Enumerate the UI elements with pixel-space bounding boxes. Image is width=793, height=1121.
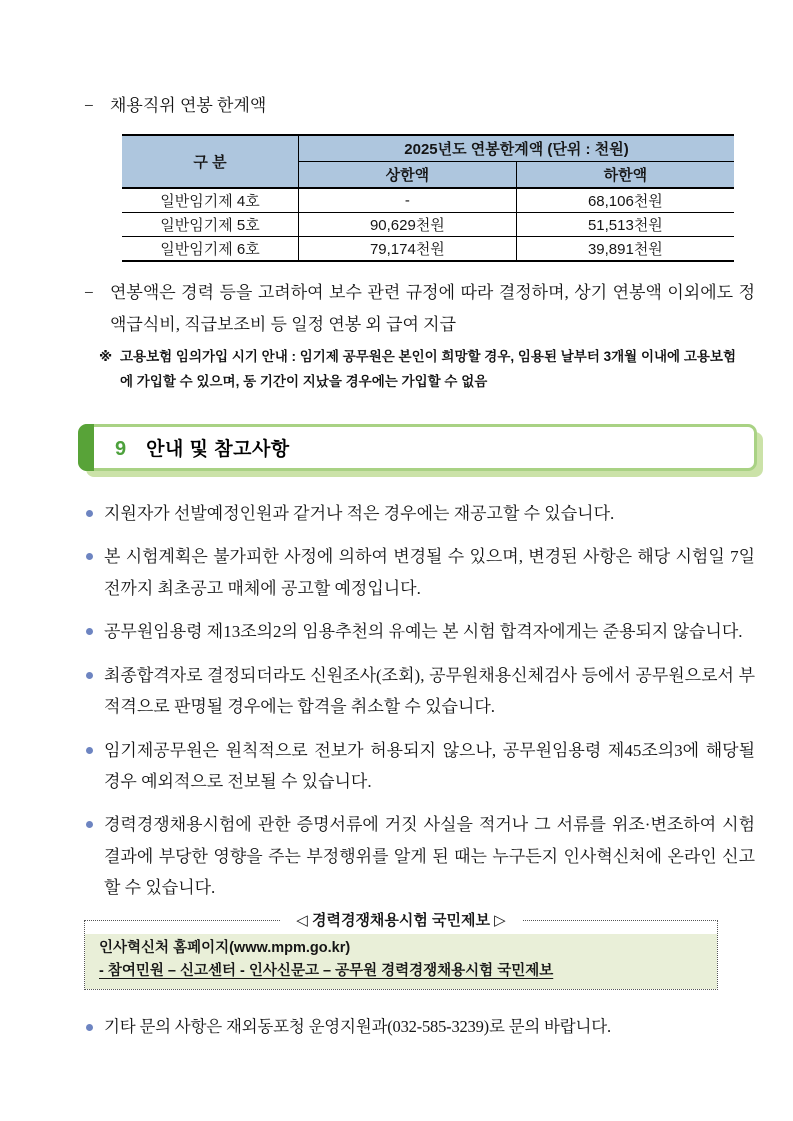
- report-box-content: [85, 934, 717, 989]
- reference-mark-icon: ※: [99, 349, 113, 365]
- bullet-text: 경력경쟁채용시험에 관한 증명서류에 거짓 사실을 적거나 그 서류를 위조·변조하여 시험결과에 부당한 영향을 주는 부정행위를 알게 된 때는 누구든지 인사혁신처에 온라인 신고할 수 있습니다.: [104, 815, 755, 898]
- list-item: [84, 616, 755, 647]
- contact-text: 기타 문의 사항은 재외동포청 운영지원과(032-585-3239)로 문의 바랍니다.: [104, 1016, 611, 1036]
- public-report-box: [84, 911, 718, 990]
- table-row: [122, 188, 734, 213]
- section-title: 안내 및 참고사항: [146, 438, 290, 460]
- insurance-note: [99, 345, 747, 394]
- insurance-note-text: 고용보험 임의가입 시기 안내 : 임기제 공무원은 본인이 희망할 경우, 임용된 날부터 3개월 이내에 고용보험에 가입할 수 있으며, 동 기간이 지났을 경우에는 가입할 수 없음: [120, 349, 736, 389]
- column-header-upper: 상한액: [299, 162, 517, 189]
- pay-note-text: 연봉액은 경력 등을 고려하여 보수 관련 규정에 따라 결정하며, 상기 연봉액 이외에도 정액급식비, 직급보조비 등 일정 연봉 외 급여 지급: [110, 283, 755, 334]
- list-item: [84, 735, 755, 798]
- notice-bullet-list: [84, 498, 755, 904]
- report-homepage-line: 인사혁신처 홈페이지(www.mpm.go.kr): [99, 939, 351, 956]
- pay-note-paragraph: [84, 277, 755, 340]
- table-row: [122, 237, 734, 262]
- salary-limit-title: 채용직위 연봉 한계액: [110, 96, 267, 115]
- report-box-title: [85, 910, 717, 931]
- row-lower-value: 68,106천원: [516, 188, 734, 213]
- row-upper-value: 90,629천원: [299, 213, 517, 237]
- section-accent-bar: [78, 424, 94, 471]
- bullet-icon: [86, 553, 93, 560]
- row-lower-value: 51,513천원: [516, 213, 734, 237]
- row-upper-value: 79,174천원: [299, 237, 517, 262]
- row-lower-value: 39,891천원: [516, 237, 734, 262]
- bullet-icon: [86, 672, 93, 679]
- section-number: 9: [115, 437, 127, 460]
- bullet-icon: [86, 821, 93, 828]
- report-menu-path-line: - 참여민원 – 신고센터 - 인사신문고 – 공무원 경력경쟁채용시험 국민제보: [99, 963, 554, 980]
- column-header-category: 구 분: [122, 135, 299, 188]
- salary-limit-table: [122, 134, 734, 262]
- dash-marker: −: [84, 283, 94, 303]
- list-item: [84, 541, 755, 604]
- column-header-year: 2025년도 연봉한계액 (단위 : 천원): [299, 135, 735, 162]
- column-header-lower: 하한액: [516, 162, 734, 189]
- list-item: [84, 498, 755, 529]
- list-item: [84, 660, 755, 723]
- bullet-text: 본 시험계획은 불가피한 사정에 의하여 변경될 수 있으며, 변경된 사항은 해당 시험일 7일 전까지 최초공고 매체에 공고할 예정입니다.: [104, 547, 755, 598]
- bullet-icon: [86, 510, 93, 517]
- row-upper-value: -: [299, 188, 517, 213]
- bullet-text: 임기제공무원은 원칙적으로 전보가 허용되지 않으나, 공무원임용령 제45조의3에 해당될 경우 예외적으로 전보될 수 있습니다.: [104, 740, 755, 791]
- bullet-text: 최종합격자로 결정되더라도 신원조사(조회), 공무원채용신체검사 등에서 공무원으로서 부적격으로 판명될 경우에는 합격을 취소할 수 있습니다.: [104, 665, 755, 717]
- table-row: [122, 213, 734, 237]
- bullet-icon: [86, 747, 93, 754]
- list-item: [84, 809, 755, 903]
- bullet-icon: [86, 628, 93, 635]
- section-9-header: [78, 424, 757, 471]
- bullet-icon: [86, 1024, 93, 1031]
- bullet-text: 지원자가 선발예정인원과 같거나 적은 경우에는 재공고할 수 있습니다.: [104, 503, 615, 523]
- bullet-text: 공무원임용령 제13조의2의 임용추천의 유예는 본 시험 합격자에게는 준용되지 않습니다.: [104, 622, 743, 642]
- table-header-row-1: [122, 135, 734, 162]
- row-label: 일반임기제 5호: [122, 213, 299, 237]
- row-label: 일반임기제 4호: [122, 188, 299, 213]
- salary-limit-heading: [84, 90, 755, 121]
- contact-bullet: [84, 1012, 755, 1043]
- dash-marker: −: [84, 96, 94, 115]
- report-box-title-text: ◁ 경력경쟁채용시험 국민제보 ▷: [280, 912, 521, 929]
- row-label: 일반임기제 6호: [160, 241, 260, 259]
